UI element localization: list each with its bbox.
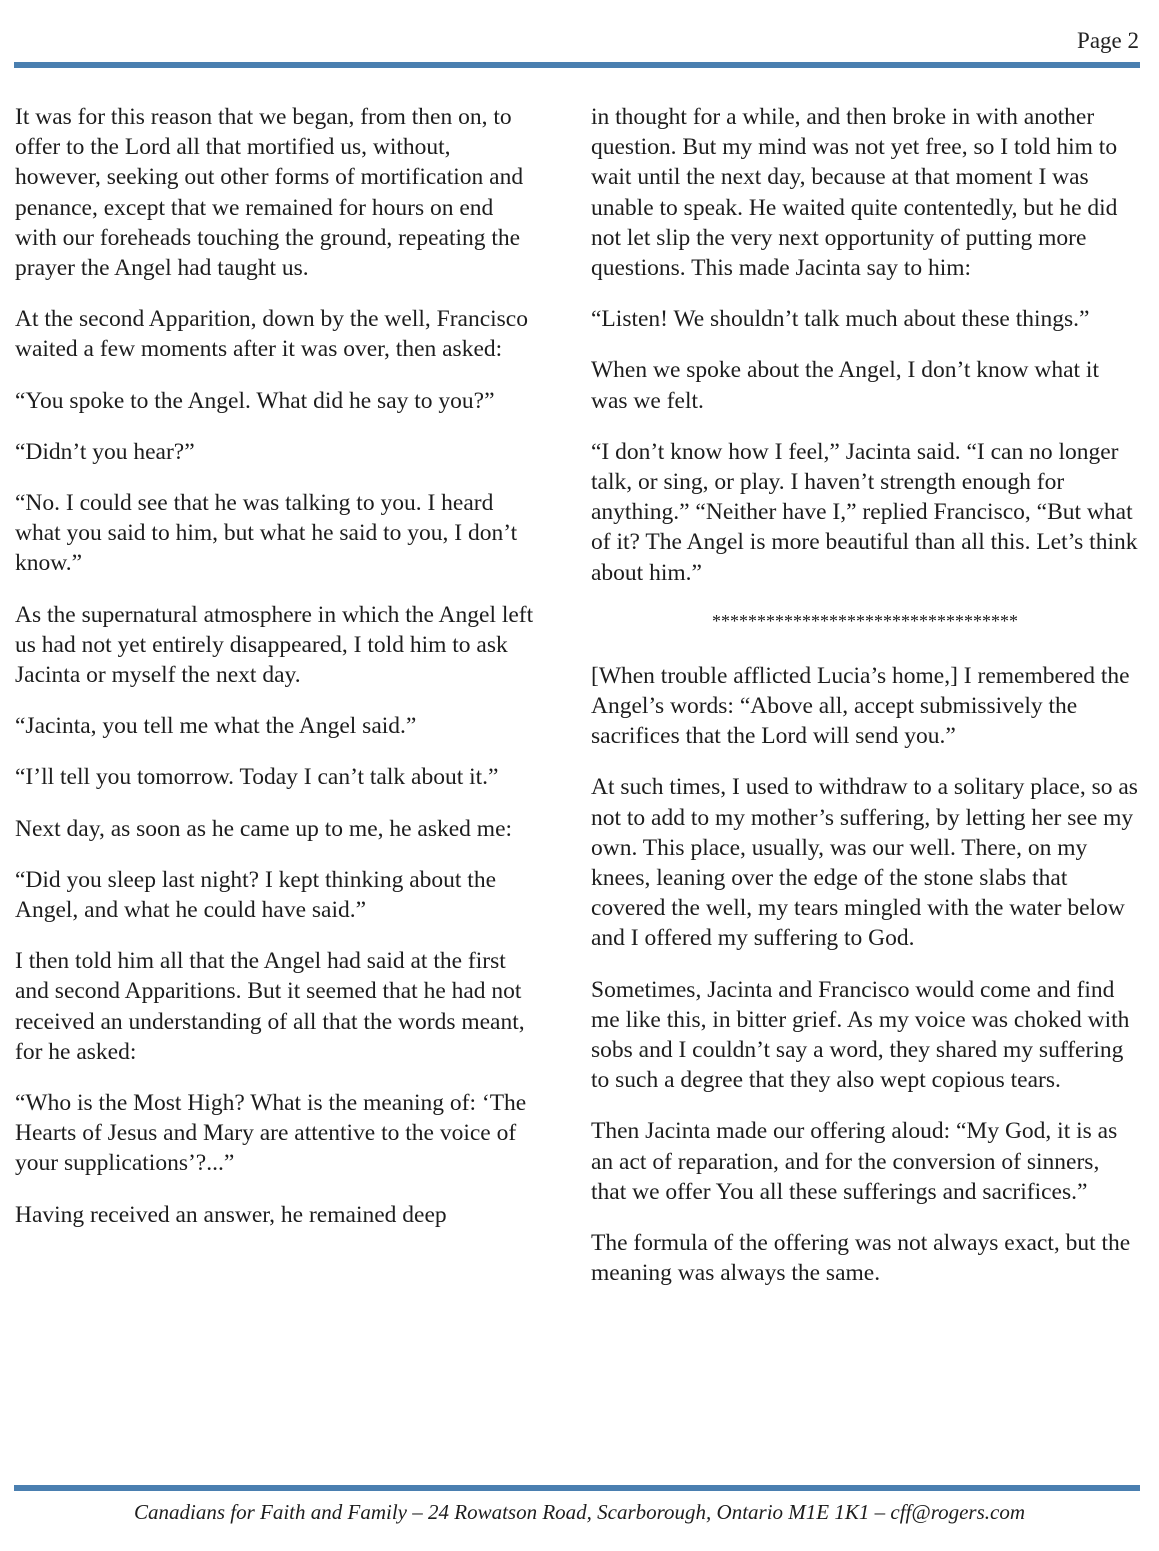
- paragraph: At such times, I used to withdraw to a solitary place, so as not to add to my mother’s suffering, by letting her see my own. This place, usually, was our well. There, on my knees, leaning over the edge of the stone slabs that covered the well, my tears mingled with the water below and I offered my suffering to God.: [591, 774, 1138, 952]
- paragraph: “I don’t know how I feel,” Jacinta said. “I can no longer talk, or sing, or play. I haven’t strength enough for anything.” “Neither have I,” replied Francisco, “But what of it? The Angel is more beautiful than all this. Let’s think about him.”: [591, 438, 1138, 586]
- paragraph: Sometimes, Jacinta and Francisco would come and find me like this, in bitter grief. As my voice was choked with sobs and I couldn’t say a word, they shared my suffering to such a degree that they also wept copious tears.: [591, 976, 1130, 1094]
- paragraph: When we spoke about the Angel, I don’t know what it was we felt.: [591, 357, 1099, 414]
- paragraph: It was for this reason that we began, from then on, to offer to the Lord all that mortified us, without, however, seeking out other forms of mortification and penance, except that we remained for hours on end with our foreheads touching the ground, repeating the prayer the Angel had taught us.: [15, 104, 524, 282]
- paragraph: Then Jacinta made our offering aloud: “My God, it is as an act of reparation, and for the conversion of sinners, that we offer You all these sufferings and sacrifices.”: [591, 1118, 1118, 1205]
- page-number: Page 2: [1077, 28, 1139, 53]
- section-separator: **********************************: [712, 610, 1018, 631]
- paragraph: At the second Apparition, down by the well, Francisco waited a few moments after it was over, then asked:: [15, 306, 528, 363]
- paragraph: The formula of the offering was not always exact, but the meaning was always the same.: [591, 1230, 1131, 1287]
- paragraph: “You spoke to the Angel. What did he say to you?”: [15, 387, 495, 414]
- paragraph: in thought for a while, and then broke in with another question. But my mind was not yet free, so I told him to wait until the next day, because at that moment I was unable to speak. He waited quite contentedly, but he did not let slip the very next opportunity of putting more questions. This made Jacinta say to him:: [591, 104, 1118, 282]
- paragraph: “Didn’t you hear?”: [15, 438, 195, 465]
- paragraph: “Jacinta, you tell me what the Angel said.”: [15, 713, 417, 740]
- header-rule: [14, 62, 1140, 68]
- paragraph: “Who is the Most High? What is the meaning of: ‘The Hearts of Jesus and Mary are attentive to the voice of your supplications’?...”: [15, 1090, 527, 1177]
- left-column: [15, 102, 535, 1230]
- paragraph: “Did you sleep last night? I kept thinking about the Angel, and what he could have said.”: [15, 866, 497, 924]
- paragraph: Having received an answer, he remained deep: [15, 1201, 447, 1228]
- paragraph: “No. I could see that he was talking to you. I heard what you said to him, but what he said to you, I don’t know.”: [15, 490, 518, 577]
- paragraph: As the supernatural atmosphere in which the Angel left us had not yet entirely disappeared, I told him to ask Jacinta or myself the next day.: [15, 601, 534, 689]
- paragraph: I then told him all that the Angel had said at the first and second Apparitions. But it seemed that he had not received an understanding of all that the words meant, for he asked:: [15, 948, 525, 1065]
- paragraph: [When trouble afflicted Lucia’s home,] I remembered the Angel’s words: “Above all, accept submissively the sacrifices that the Lord will send you.”: [591, 662, 1130, 750]
- footer-rule: [14, 1485, 1140, 1491]
- right-column: [591, 102, 1139, 1289]
- paragraph: Next day, as soon as he came up to me, he asked me:: [15, 815, 513, 842]
- paragraph: “I’ll tell you tomorrow. Today I can’t talk about it.”: [15, 764, 499, 791]
- paragraph: “Listen! We shouldn’t talk much about these things.”: [591, 306, 1090, 333]
- footer-address: Canadians for Faith and Family – 24 Rowatson Road, Scarborough, Ontario M1E 1K1 – cff@rogers.com: [134, 1500, 1025, 1524]
